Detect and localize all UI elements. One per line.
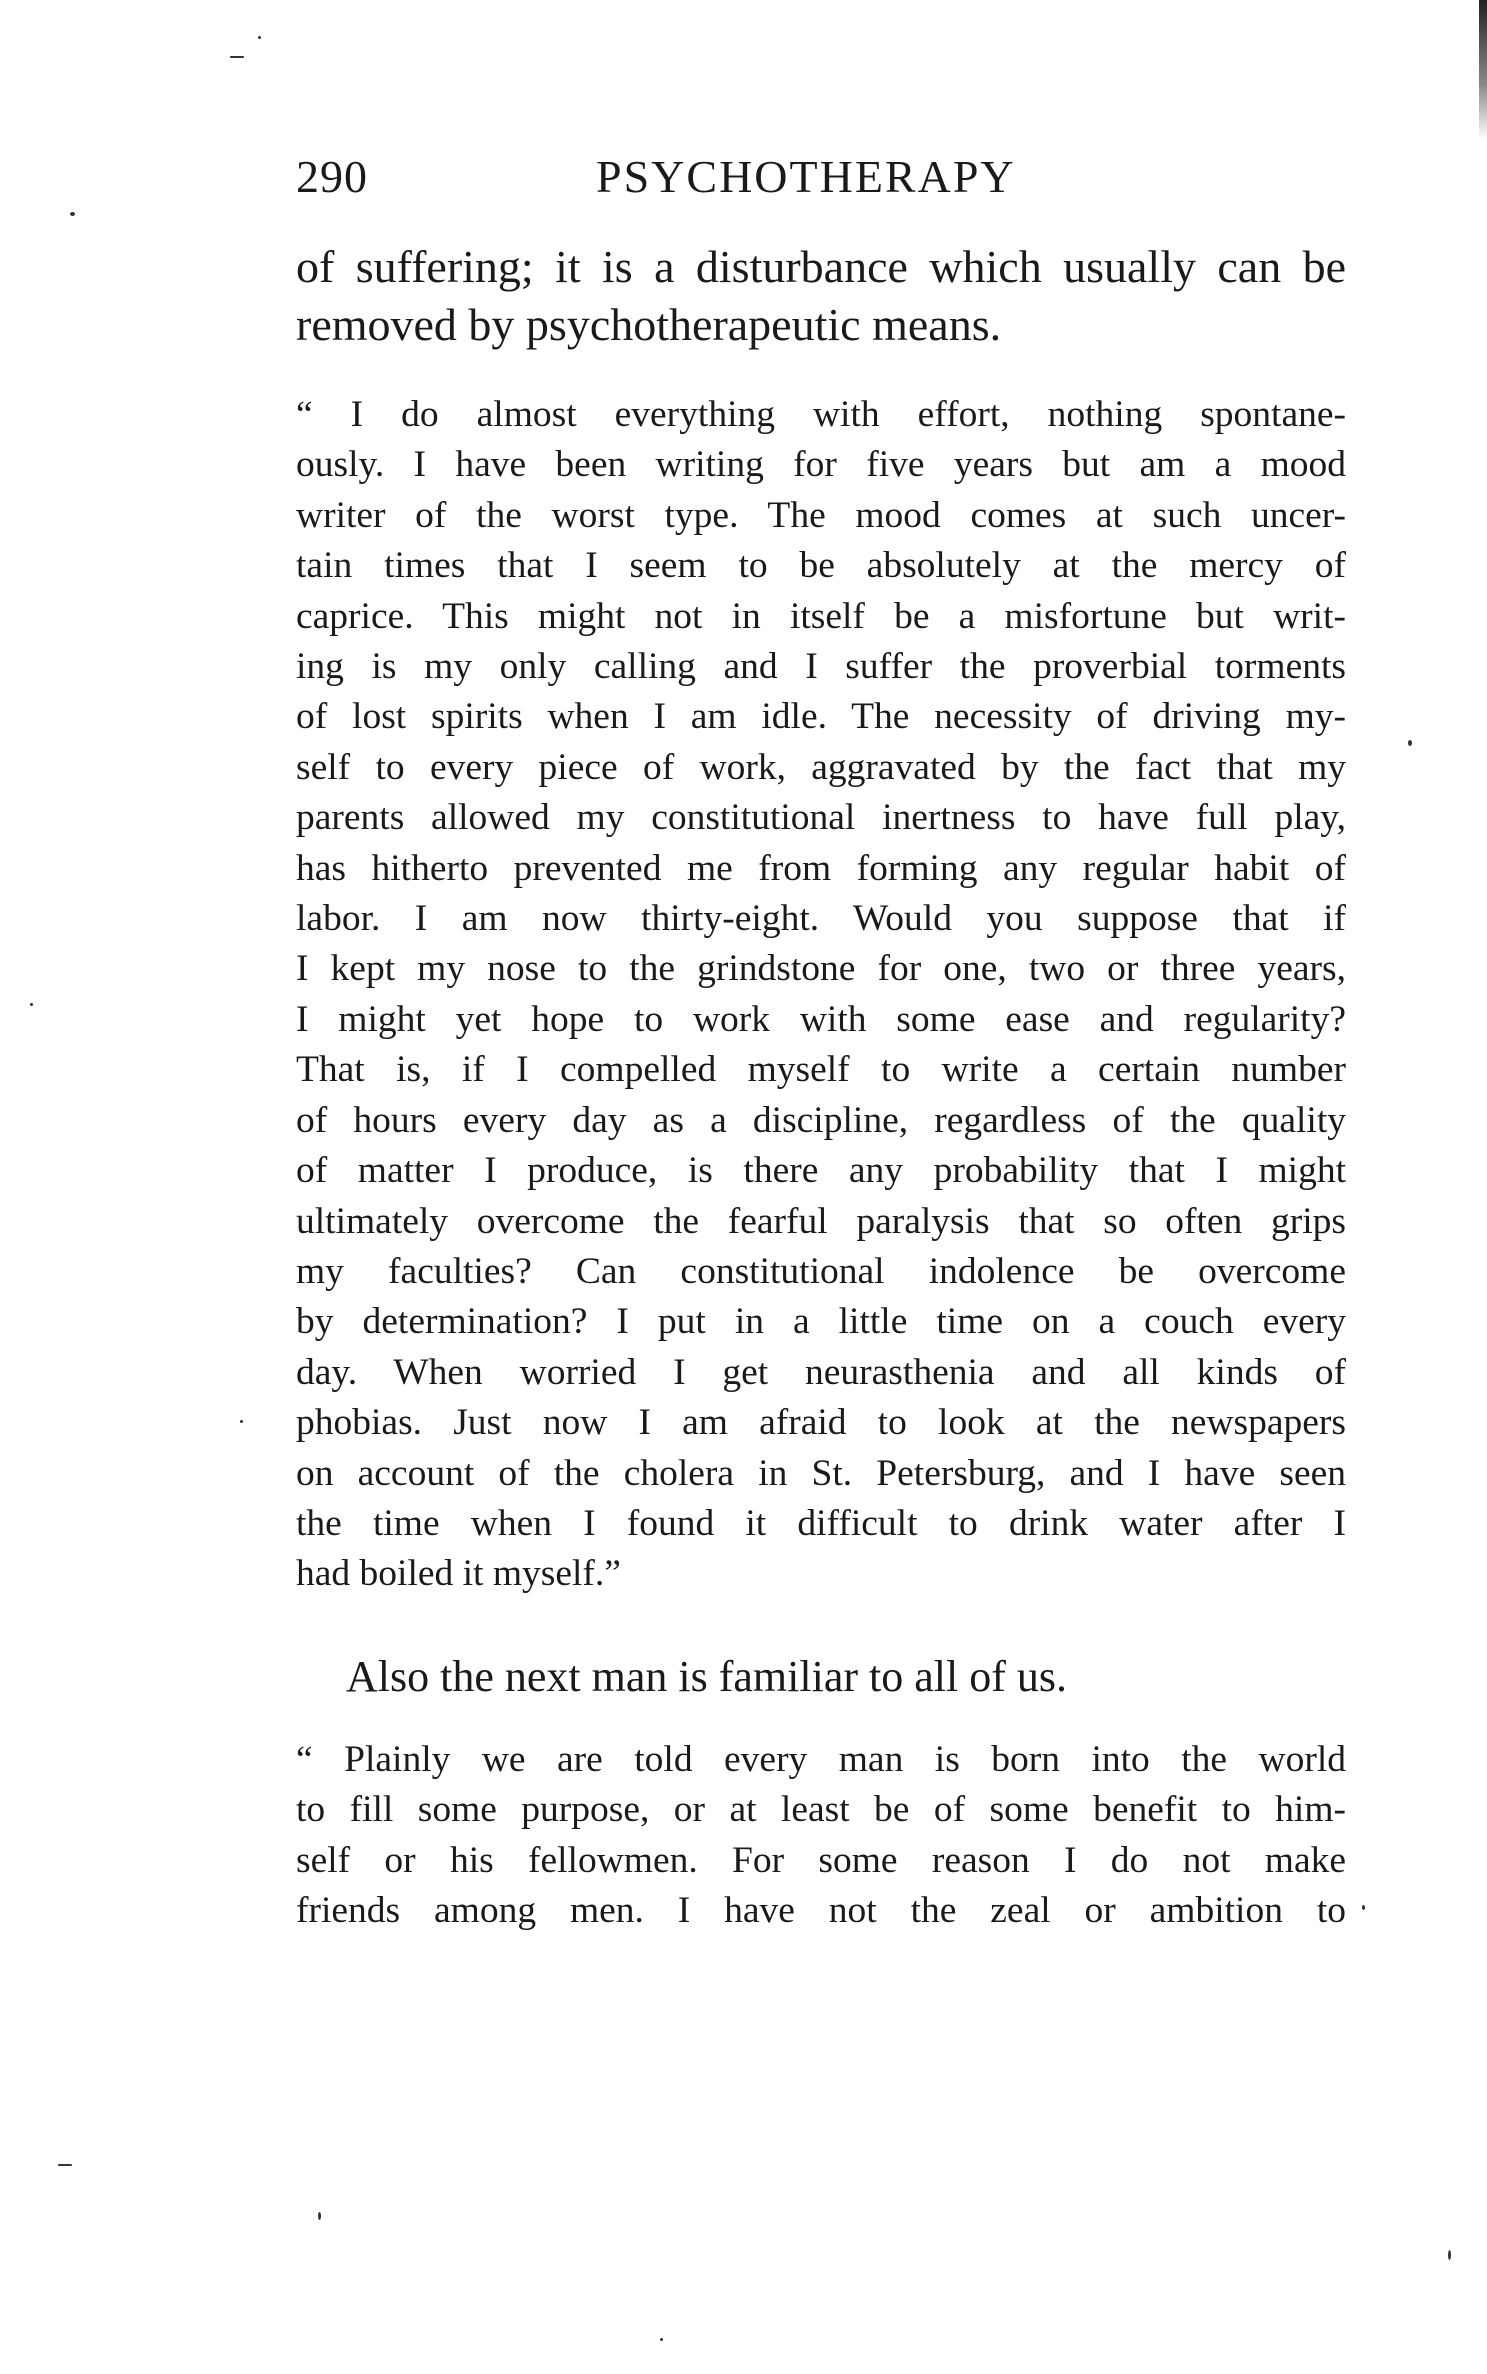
page-number: 290 — [296, 151, 368, 202]
text-line: of lost spirits when I am idle. The necessity of driving my- — [296, 696, 1346, 738]
text-line: removed by psychotherapeutic means. — [296, 299, 1002, 350]
scan-speck — [30, 1003, 33, 1006]
text-line: caprice. This might not in itself be a misfortune but writ- — [296, 595, 1346, 637]
text-line: “ Plainly we are told every man is born into the world — [296, 1739, 1346, 1780]
text-line: writer of the worst type. The mood comes at such uncer- — [296, 494, 1346, 536]
text-line: had boiled it myself.” — [296, 1553, 621, 1595]
text-line: of suffering; it is a disturbance which usually can be — [296, 241, 1346, 292]
text-line: day. When worried I get neurasthenia and all kinds of — [296, 1351, 1346, 1393]
text-line: tain times that I seem to be absolutely at the mercy of — [296, 545, 1346, 587]
text-line: self or his fellowmen. For some reason I do not make — [296, 1839, 1346, 1881]
scan-speck — [318, 2212, 321, 2220]
text-line: the time when I found it difficult to drink water after I — [296, 1502, 1346, 1544]
text-line: ing is my only calling and I suffer the proverbial torments — [296, 646, 1346, 688]
text-line: on account of the cholera in St. Petersburg, and I have seen — [296, 1452, 1346, 1494]
text-line: to fill some purpose, or at least be of some benefit to him- — [296, 1789, 1346, 1831]
text-line: my faculties? Can constitutional indolence be overcome — [296, 1250, 1346, 1292]
scan-speck — [1408, 740, 1412, 746]
quoted-letter-1 — [296, 390, 1346, 1600]
text-line: parents allowed my constitutional inertness to have full play, — [296, 797, 1346, 839]
text-line: I might yet hope to work with some ease and regularity? — [296, 998, 1346, 1040]
scan-speck — [1362, 1905, 1365, 1910]
text-line: That is, if I compelled myself to write a certain number — [296, 1049, 1346, 1091]
quoted-letter-2 — [296, 1735, 1346, 1937]
page-edge-shadow — [1479, 0, 1487, 140]
text-line: labor. I am now thirty-eight. Would you suppose that if — [296, 898, 1346, 940]
text-line: I kept my nose to the grindstone for one, two or three years, — [296, 948, 1346, 990]
running-head: PSYCHOTHERAPY — [596, 151, 1016, 202]
text-line: of matter I produce, is there any probability that I might — [296, 1150, 1346, 1192]
page-header — [296, 150, 1346, 210]
text-line: friends among men. I have not the zeal or ambition to — [296, 1890, 1346, 1932]
text-line: of hours every day as a discipline, regardless of the quality — [296, 1099, 1346, 1141]
scan-speck — [230, 56, 244, 58]
text-line: ultimately overcome the fearful paralysis that so often grips — [296, 1200, 1346, 1242]
scan-speck — [258, 36, 261, 39]
text-line: “ I do almost everything with effort, nothing spontane- — [296, 394, 1346, 435]
scan-speck — [240, 1420, 243, 1423]
lead-paragraph — [296, 238, 1346, 354]
text-line: by determination? I put in a little time on a couch every — [296, 1301, 1346, 1343]
text-line: has hitherto prevented me from forming any regular habit of — [296, 847, 1346, 889]
interlude-sentence: Also the next man is familiar to all of us. — [346, 1652, 1067, 1701]
scan-speck — [70, 212, 75, 216]
text-line: self to every piece of work, aggravated by the fact that my — [296, 746, 1346, 788]
scan-speck — [58, 2164, 72, 2166]
scan-speck — [660, 2338, 663, 2341]
text-line: phobias. Just now I am afraid to look at the newspapers — [296, 1402, 1346, 1444]
text-line: ously. I have been writing for five years but am a mood — [296, 444, 1346, 486]
scan-speck — [1448, 2250, 1451, 2260]
